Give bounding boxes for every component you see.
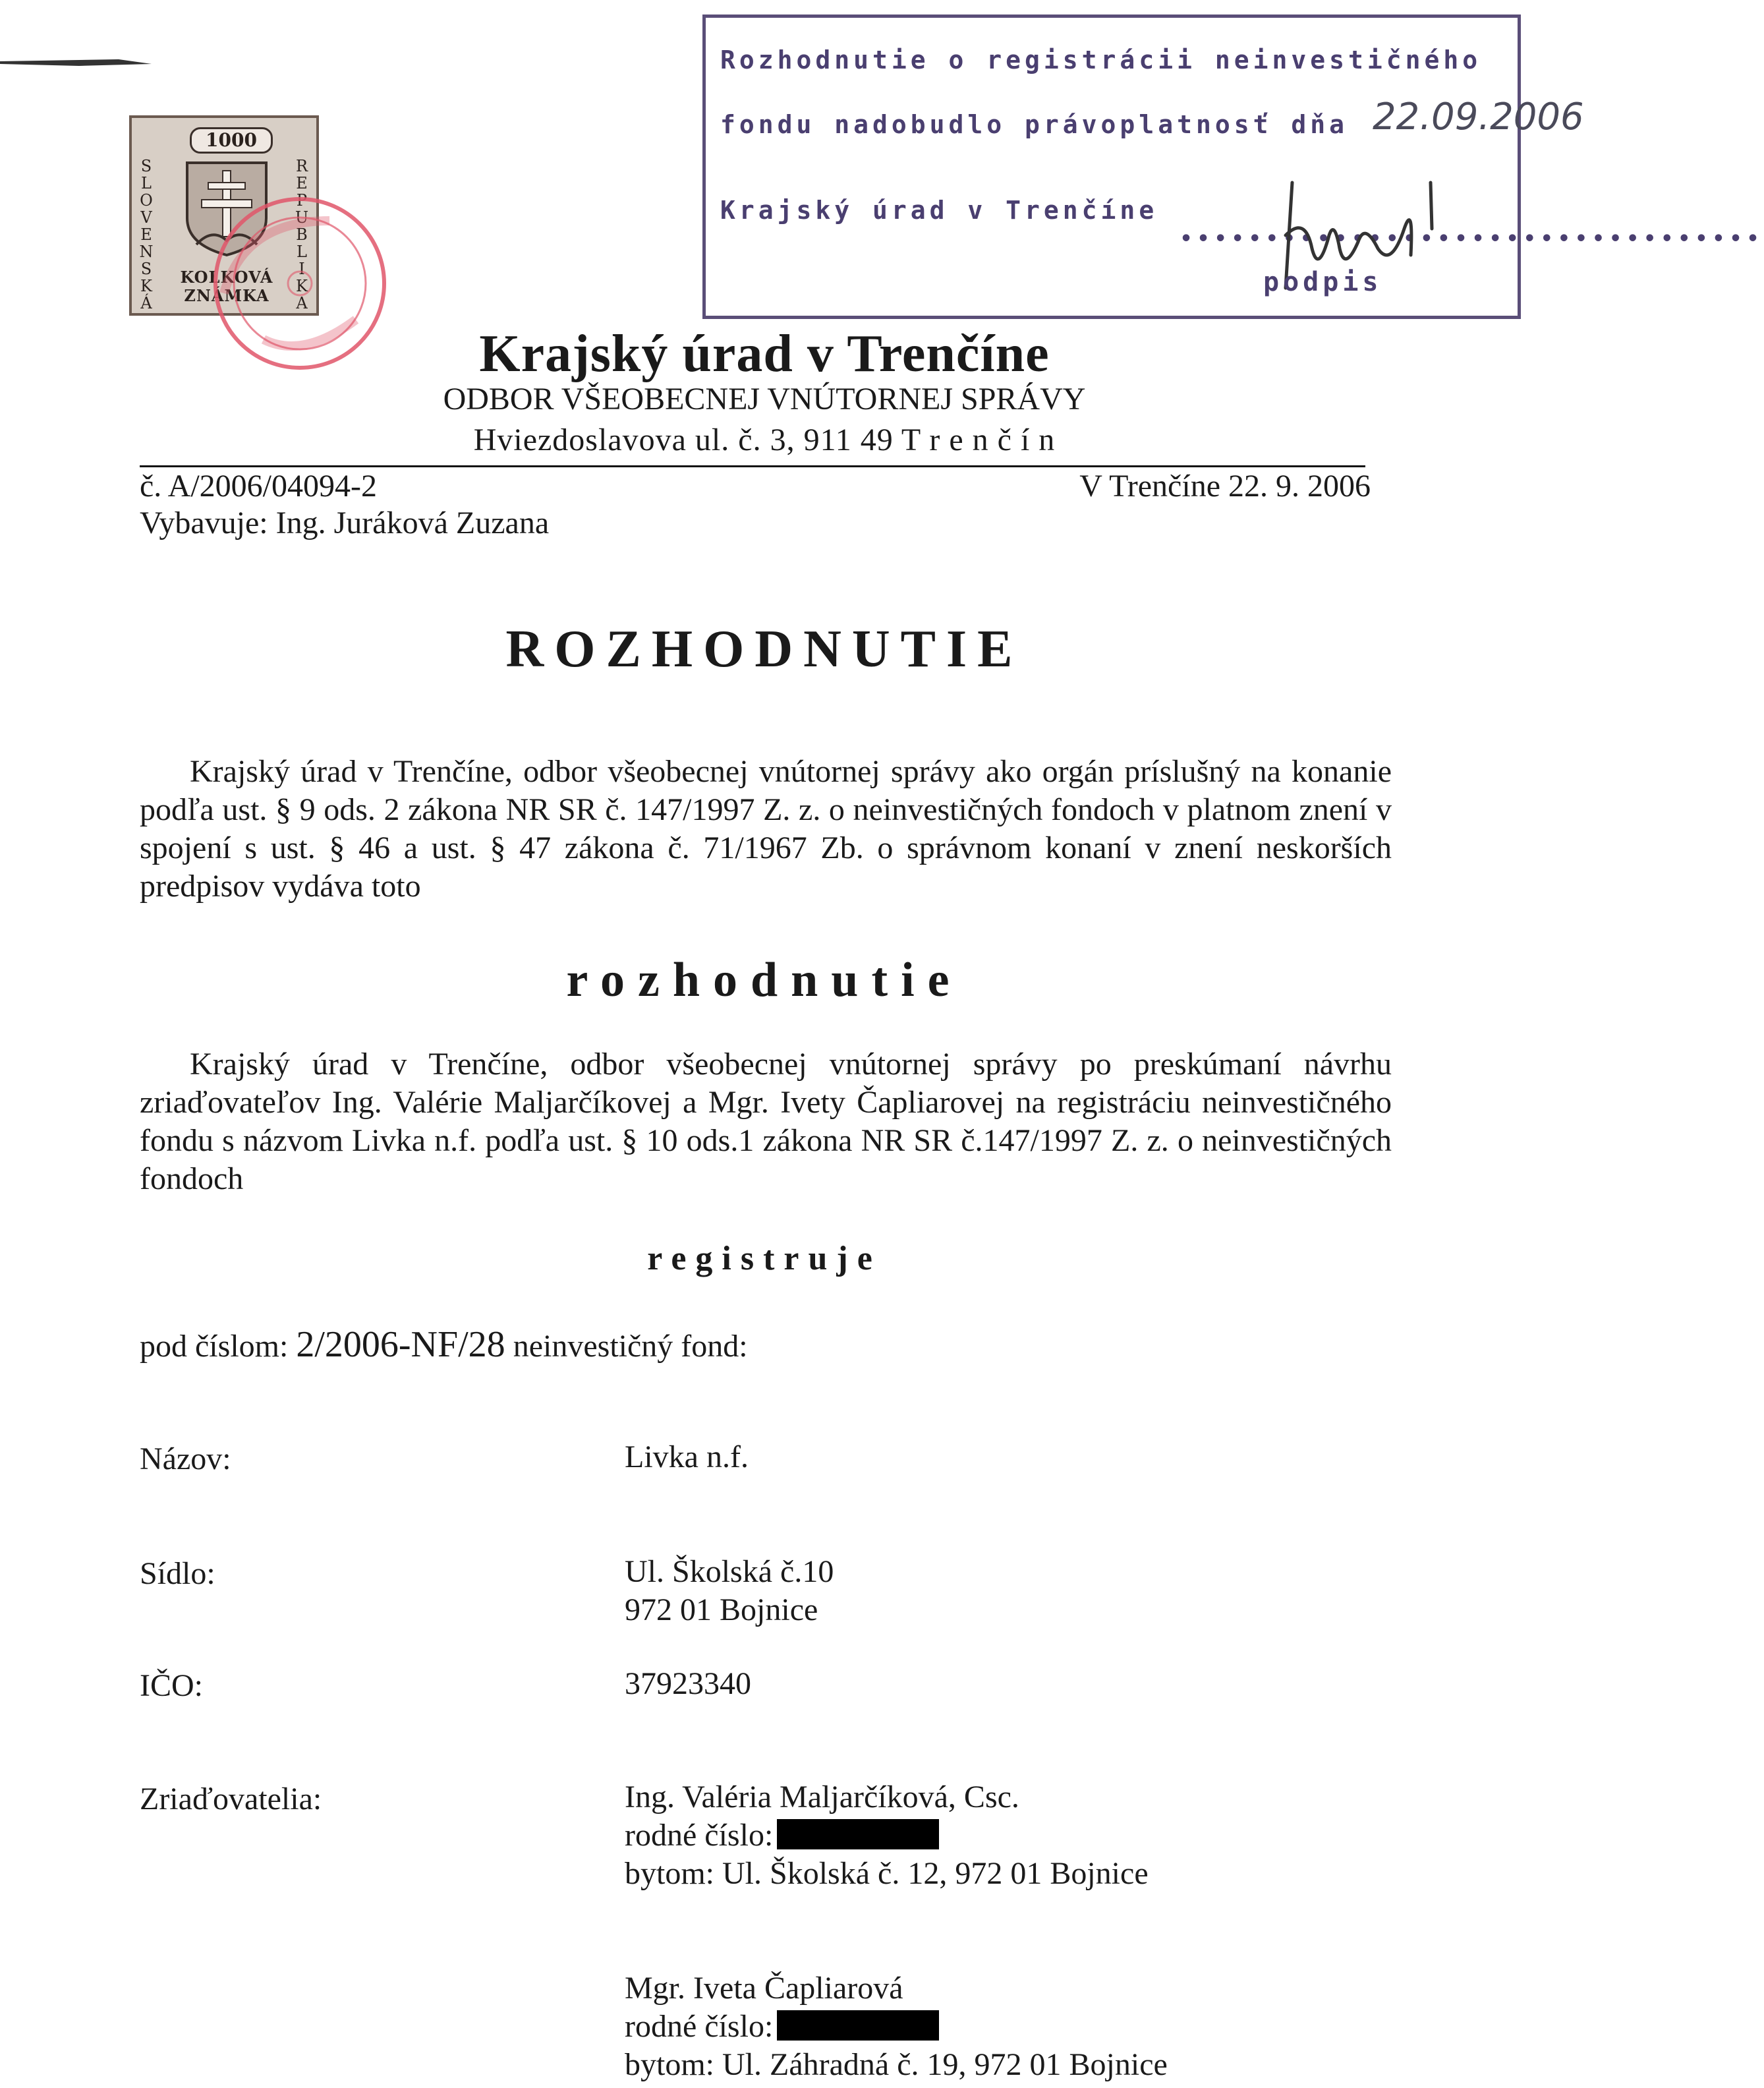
redaction-bar — [777, 2010, 939, 2041]
office-department: ODBOR VŠEOBECNEJ VNÚTORNEJ SPRÁVY — [443, 382, 1086, 417]
registration-number-line — [140, 1323, 748, 1366]
founder-2-birth-number: rodné číslo: — [625, 2008, 1168, 2046]
signature-label: podpis — [1263, 267, 1382, 297]
revenue-stamp-bottom-text: KOLKOVÁ ZNÁMKA — [180, 268, 273, 305]
ico-label: IČO: — [140, 1668, 203, 1703]
registration-stamp-line-1: Rozhodnutie o registrácii neinvestičného — [720, 45, 1482, 74]
founder-1-address: bytom: Ul. Školská č. 12, 972 01 Bojnice — [625, 1856, 1149, 1891]
founders-label: Zriaďovatelia: — [140, 1782, 322, 1816]
registration-number-prefix: pod číslom: — [140, 1329, 289, 1364]
revenue-stamp-left-text: S L O V E N S K Á — [139, 157, 154, 312]
registration-stamp-line-3: Krajský úrad v Trenčíne — [720, 196, 1158, 225]
signature-dotted-line: •••••••••••••••••••••••••••••••••• — [1180, 227, 1764, 250]
reference-number: č. A/2006/04094-2 — [140, 469, 377, 504]
name-label: Názov: — [140, 1441, 231, 1476]
place-and-date: V Trenčíne 22. 9. 2006 — [1079, 469, 1371, 504]
decision-paragraph: Krajský úrad v Trenčíne, odbor všeobecnej vnútornej správy po preskúmaní návrhu zriaďovateľov Ing. Valérie Maljarčíkovej a Mgr. Ivety Čapliarovej na registráciu neinvestičného fondu s názvom Livka n.f. podľa ust. § 10 ods.1 zákona NR SR č.147/1997 Z. z. o neinvestičných fondoch — [140, 1047, 1392, 1196]
registration-number: 2/2006-NF/28 — [296, 1324, 505, 1365]
founder-1-birth-number: rodné číslo: — [625, 1816, 1149, 1855]
founder-2-address: bytom: Ul. Záhradná č. 19, 972 01 Bojnice — [625, 2047, 1168, 2082]
redaction-bar — [777, 1819, 939, 1849]
seat-line-1: Ul. Školská č.10 — [625, 1554, 834, 1589]
seat-label: Sídlo: — [140, 1556, 215, 1591]
registration-number-suffix: neinvestičný fond: — [513, 1329, 748, 1364]
seat-value — [625, 1553, 834, 1629]
seat-line-2: 972 01 Bojnice — [625, 1592, 818, 1627]
registers-heading: registruje — [647, 1240, 882, 1277]
founder-1-name: Ing. Valéria Maljarčíková, Csc. — [625, 1780, 1019, 1814]
founder-1 — [625, 1778, 1149, 1893]
revenue-stamp-right-text: R E P U B L I K A — [295, 157, 309, 312]
ico-value: 37923340 — [625, 1666, 751, 1701]
registration-stamp-line-2: fondu nadobudlo právoplatnosť dňa — [720, 110, 1348, 139]
handwritten-signature — [1266, 156, 1490, 328]
decision-heading: rozhodnutie — [566, 953, 963, 1007]
header-divider — [140, 465, 1365, 467]
intro-paragraph: Krajský úrad v Trenčíne, odbor všeobecnej vnútornej správy ako orgán príslušný na konanie podľa ust. § 9 ods. 2 zákona NR SR č. 147/1997 Z. z. o neinvestičných fondoch v platnom znení v spojení s ust. § 46 a ust. § 47 zákona č. 71/1967 Zb. o správnom konaní v znení neskorších predpisov vydáva toto — [140, 754, 1392, 904]
founder-2-name: Mgr. Iveta Čapliarová — [625, 1971, 903, 2006]
name-value: Livka n.f. — [625, 1439, 749, 1474]
revenue-stamp-value: 1000 — [190, 127, 273, 154]
registration-stamp-box — [702, 14, 1764, 319]
handling-officer: Vybavuje: Ing. Juráková Zuzana — [140, 506, 550, 540]
scan-mark — [0, 58, 152, 67]
handwritten-date: 22.09.2006 — [1373, 96, 1584, 138]
office-name: Krajský úrad v Trenčíne — [479, 325, 1050, 383]
founder-2 — [625, 1969, 1168, 2084]
document-title: ROZHODNUTIE — [505, 620, 1023, 678]
office-address: Hviezdoslavova ul. č. 3, 911 49 T r e n č í n — [473, 422, 1056, 457]
